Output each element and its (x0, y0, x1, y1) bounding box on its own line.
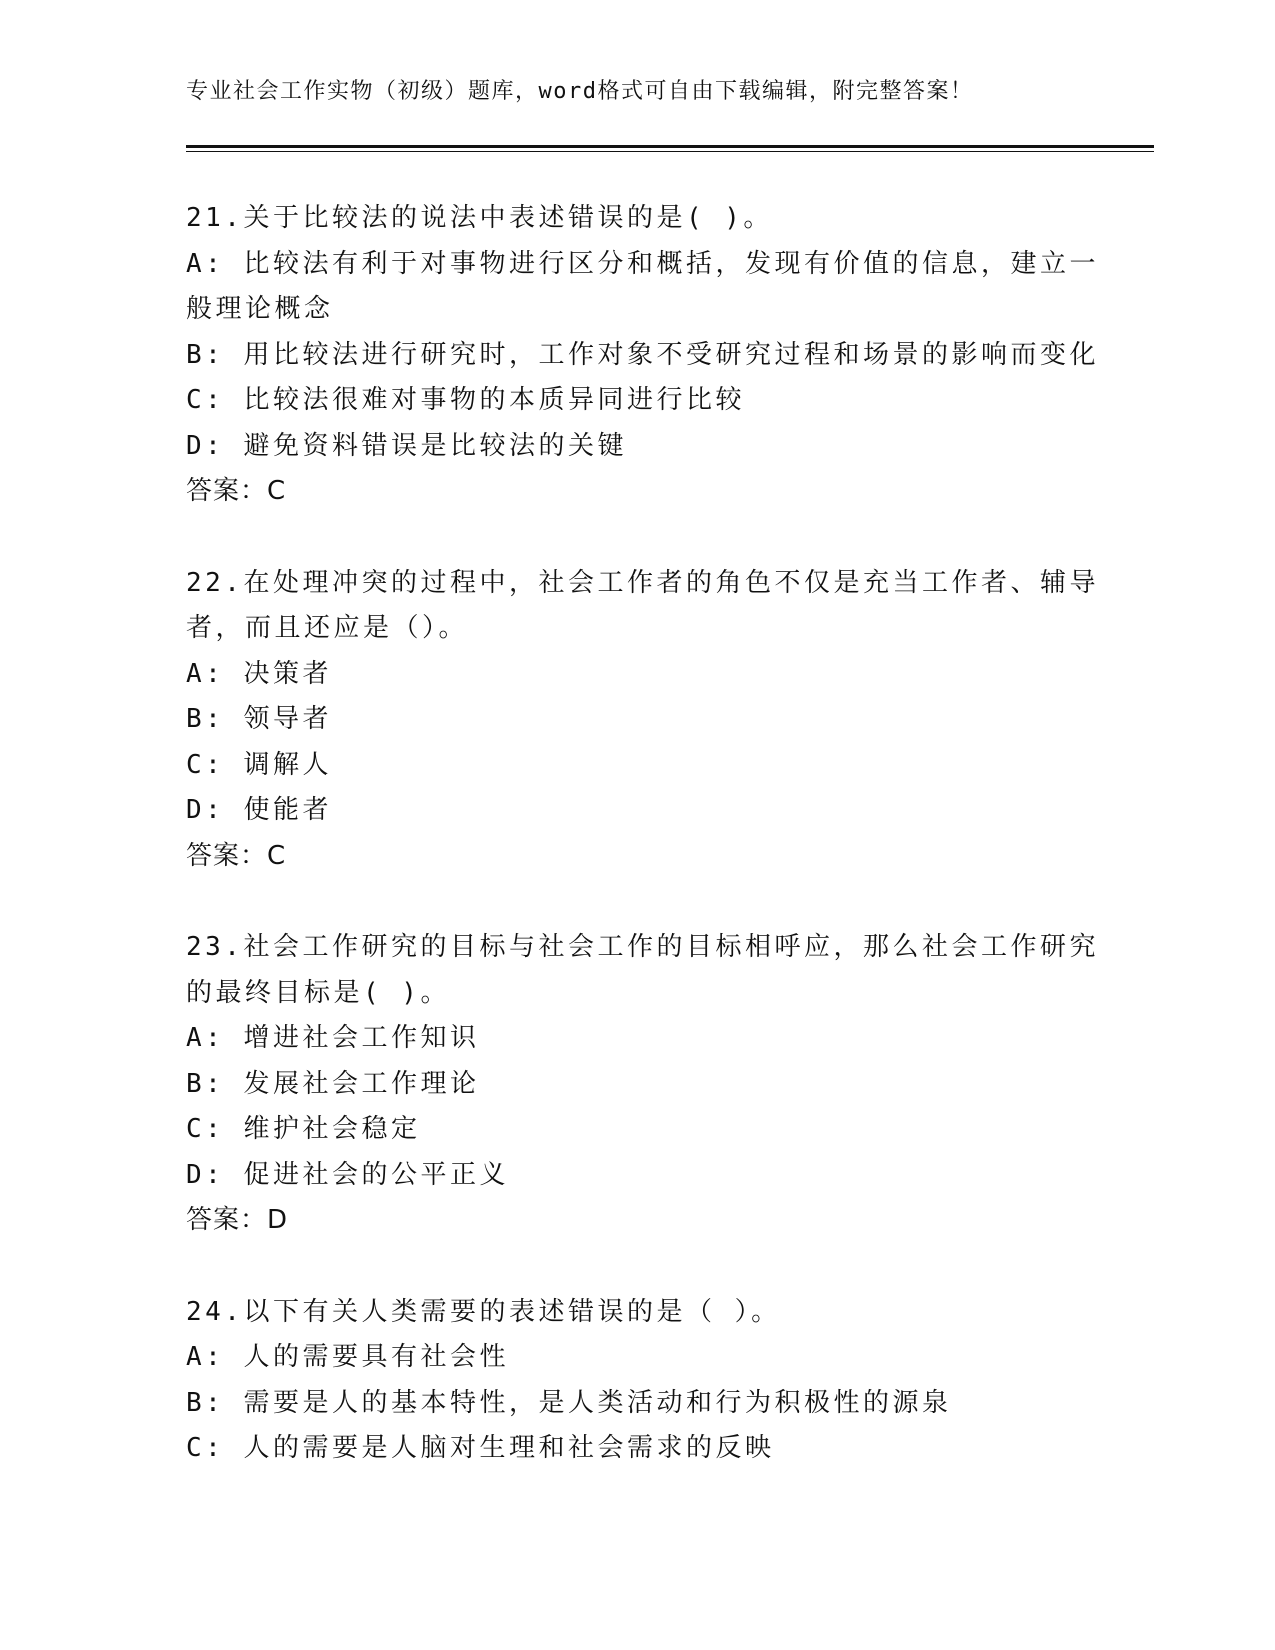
question-21 (186, 196, 1099, 515)
option-d: D: 促进社会的公平正义 (186, 1159, 509, 1190)
option-b: B: 用比较法进行研究时，工作对象不受研究过程和场景的影响而变化 (186, 339, 1099, 370)
option-c: C: 比较法很难对事物的本质异同进行比较 (186, 385, 745, 415)
option-d: D: 使能者 (186, 795, 332, 825)
option-b: B: 需要是人的基本特性，是人类活动和行为积极性的源泉 (186, 1387, 952, 1418)
question-stem: 21.关于比较法的说法中表述错误的是( )。 (186, 203, 773, 233)
option-a: A: 决策者 (186, 658, 332, 689)
option-a: A: 比较法有利于对事物进行区分和概括，发现有价值的信息，建立一 (186, 248, 1099, 279)
question-stem: 22.在处理冲突的过程中，社会工作者的角色不仅是充当工作者、辅导 (186, 567, 1099, 598)
question-stem-continued: 者，而且还应是（）。 (186, 613, 469, 643)
answer-line: 答案：C (186, 476, 287, 506)
option-b: B: 领导者 (186, 704, 332, 734)
question-stem: 23.社会工作研究的目标与社会工作的目标相呼应，那么社会工作研究 (186, 932, 1099, 962)
option-c: C: 维护社会稳定 (186, 1114, 421, 1144)
document-header: 专业社会工作实物（初级）题库，word格式可自由下载编辑，附完整答案！ (186, 79, 974, 104)
option-c: C: 调解人 (186, 749, 332, 780)
header-rule-thin (186, 151, 1154, 152)
option-d: D: 避免资料错误是比较法的关键 (186, 430, 627, 461)
question-22 (186, 561, 1099, 880)
option-a-continued: 般理论概念 (186, 294, 334, 324)
option-c: C: 人的需要是人脑对生理和社会需求的反映 (186, 1433, 775, 1463)
header-rule-thick (186, 145, 1154, 148)
option-b: B: 发展社会工作理论 (186, 1068, 480, 1099)
option-a: A: 增进社会工作知识 (186, 1023, 480, 1053)
answer-line: 答案：D (186, 1205, 289, 1235)
question-24 (186, 1290, 1086, 1472)
answer-line: 答案：C (186, 840, 287, 871)
question-23 (186, 925, 1099, 1244)
question-stem: 24.以下有关人类需要的表述错误的是（ ）。 (186, 1296, 781, 1327)
question-list (186, 196, 1099, 1518)
option-a: A: 人的需要具有社会性 (186, 1342, 509, 1372)
question-stem-continued: 的最终目标是( )。 (186, 977, 450, 1008)
